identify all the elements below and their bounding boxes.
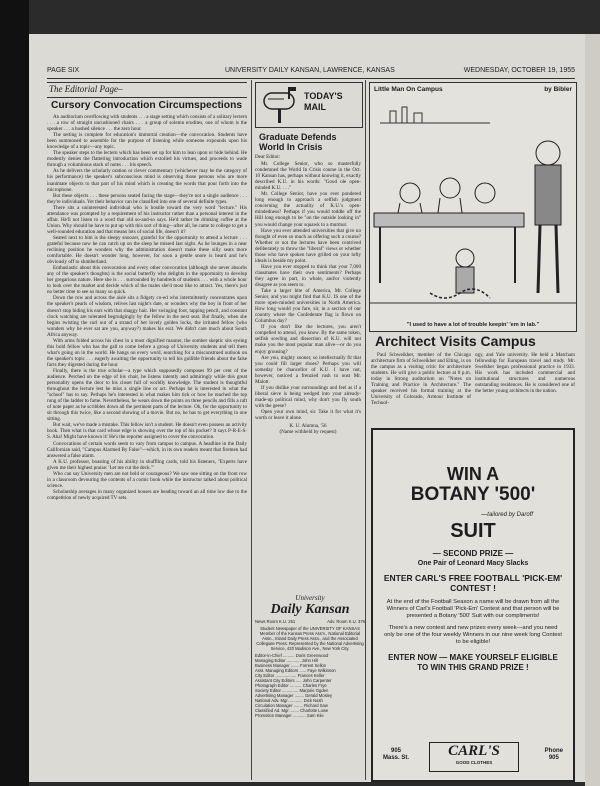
editorial-headline: Cursory Convocation Circumspections xyxy=(51,100,243,111)
editorial-section-title: The Editorial Page– xyxy=(49,84,123,94)
letter-paragraph: If you dislike your surroundings and feel as if a liberal sieve is being wedged into your already-made-up political mind, why don't you fly south with the geese? xyxy=(255,384,361,409)
todays-mail-label: TODAY'S MAIL xyxy=(304,91,343,112)
editorial-paragraph: The speaker steps to the lectern which has been set up for him to lean upon or hide behind. He modestly denies the flattering introduction which extolled his virtues, and proceeds to wade through a voluminous stack of notes . . . his speech. xyxy=(47,150,247,169)
ad-line-botany: BOTANY '500' xyxy=(410,484,536,505)
issue-date: WEDNESDAY, OCTOBER 19, 1955 xyxy=(463,67,575,74)
letter-paragraph: If you don't like the lectures, you aren't compelled to attend, you know. By the same token, selfish sowling and dissection of K.U. will not make you the most popular man alive—or do you enjoy grousing? xyxy=(255,324,361,355)
carls-logo-sub: GOOD CLOTHES xyxy=(455,760,493,765)
ad-line-tailored: —tailored by Daroff xyxy=(481,512,533,518)
adv-room: Adv. Room K.U. 376 xyxy=(327,619,365,624)
masthead-line: Photograph Editor .......... Charles Frye xyxy=(255,683,327,688)
editorial-paragraph: Who can say University men are not bold or courageous? We saw one sitting on the front row in a classroom devouring the contents of a comic book while the instructor talked about political science. xyxy=(47,470,247,489)
letter-paragraph: Have you ever stopped to think that your 7,000 classmates have their own sentiments? Perhaps they agree in part, in whole, and/or violently disagree as you seem to. xyxy=(255,263,361,288)
editorial-paragraph: Convocations of certain words seem to vary from campus to campus. A headline in the Daily Californian said, "Campus Alarmed By False"—which, in its own readers meant that firemen had answered a false alarm. xyxy=(47,440,247,459)
editorial-paragraph: There sits a uninterested individual who is hostile toward the very word "lecture." His attendance was prompted by a requirement of his instructor rather than a personal interest in the affair. He'll not listen to a word that old so-and-so says. He'd rather be drinking coffee at the Union. Why should he have to put up with this sort of thing—after all, he came to college to get a well-rounded education and that means lots of social life, doesn't it? xyxy=(47,204,247,235)
ad-address-street: Mass. St. xyxy=(383,755,410,761)
ad-phone-number: 905 xyxy=(548,755,559,761)
editorial-paragraph: A K.U. professor, boasting of his ability in shuffling cards, told his listeners, "Experts have given me their highest praise: 'Let me cut the deck.'" xyxy=(47,458,247,471)
editorial-section-title-box xyxy=(47,82,247,98)
masthead-line: Managing Editor ............ John Hill xyxy=(255,658,318,663)
masthead-line: Student Newspaper of the UNIVERSITY OF KANSAS xyxy=(260,626,360,631)
column-rule xyxy=(251,80,252,780)
ad-line-suit: SUIT xyxy=(450,520,496,542)
mailbox-icon xyxy=(258,85,304,125)
masthead-line: Society Editor .............. Marjorie Ogden xyxy=(255,688,329,693)
botany-suit-ad xyxy=(371,428,575,782)
scan-right-border xyxy=(585,34,600,786)
scan-left-border xyxy=(0,0,29,786)
editorial-paragraph: The setting is complete for education's immortal creation—the convocation. Students have been summoned to assemble for the purpose of listening while someone expounds upon his knowledge of a topic—any topic. xyxy=(47,132,247,151)
masthead-line: Circulation Manager ........ Richard Saw xyxy=(255,703,328,708)
masthead-line: Business Manager ....... Forrest Sellon xyxy=(255,663,327,668)
masthead-title: Daily Kansan xyxy=(270,602,350,617)
carls-logo-text: CARL'S xyxy=(448,743,500,759)
ad-address-number: 905 xyxy=(391,748,402,754)
letter-body xyxy=(255,154,361,592)
ad-line-win: WIN A xyxy=(446,464,500,484)
news-room: News Room K.U. 251 xyxy=(255,619,296,624)
page-number: PAGE SIX xyxy=(47,67,80,74)
editorial-body xyxy=(47,114,247,779)
architect-col-2 xyxy=(475,352,575,426)
masthead-line: Advertising Manager ........ Gerald Mosley xyxy=(255,693,333,698)
editorial-paragraph: With arms folded across his chest in a most dignified manner, the somber skeptic sits eyeing this bold fellow who has the gall to come before a group of University students and tell them what's going on in the world. He hangs on every word, searching for a misconstrued outlook on the speaker's topic . . . eagerly awaiting the opportunity to tell his gullible friends about the false facts they digested during the hour. xyxy=(47,337,247,368)
ad-slacks: One Pair of Leonard Macy Slacks xyxy=(417,560,529,567)
carls-logo xyxy=(429,742,519,772)
masthead-line: Member of the Kansas Press Ass'n., National Editorial Assn., Inland Daily Press Assn., and the Associated Collegiate Press. Represented by the National Advertising Service, 420 Madison Ave., New York City. xyxy=(256,631,364,651)
ad-enter-contest: ENTER CARL'S FREE FOOTBALL 'PICK-EM' CONTEST ! xyxy=(383,573,563,593)
letter-paragraph: Are you, mighty sooner, so intellectually fit that you could fill larger shoes? Perhaps you will someday be chancellor of K.U. I have not, however, noticed a frenzied rush to oust Mr. Malott. xyxy=(255,354,361,385)
editorial-paragraph: An auditorium overflowing with students . . . a stage setting which consists of a solitary lectern . . . a row of straight uncushioned chairs . . . a group of solemn erudites, one of whom is the speaker . . . a hushed silence . . . the zero hour. xyxy=(47,114,247,133)
editorial-paragraph: Down the row and across the aisle sits a fidgety co-ed who intermittently concentrates upon the speaker's pearls of wisdom, relives last night's date, or wonders why the boy in front of her doesn't stop hiding his ears with that shaggy hair. Her swinging foot, tapping pencil, and constant clock watching are tolerated begrudgingly by the fellow in the next seat. But finally, when she begins twisting the curl out of a strand of her lovely golden locks, the irritated fellow (who wonders why he ever sat are you, anyway?) makes his exit. We didn't care much about South Africa anyway. xyxy=(47,295,247,338)
masthead-title-small: University xyxy=(295,594,325,602)
cartoon-artist: by Bibler xyxy=(544,86,572,93)
letter-paragraph: Open your own mind, sir. Take it for what it's worth or leave it alone. xyxy=(255,408,361,422)
cartoon-illustration xyxy=(370,93,576,325)
masthead-line: Promotion Manager ........... Sam Kile xyxy=(255,713,324,718)
masthead-line: National Adv. Mgr. ........... Dick Nash xyxy=(255,698,323,703)
editorial-paragraph: Seated next to him is the sleepy snoozer, grateful for the opportunity to attend a lecture . . . grateful because now he can catch up on the sleep he missed last night. As he lounges in a near reclining position he wonders why the administration doesn't make these silly seats more comfortable. He doesn't wonder long, however, for soon a gentle snore is heard and he's obviously off to slumberland. xyxy=(47,234,247,266)
architect-headline: Architect Visits Campus xyxy=(375,333,536,349)
editorial-paragraph: Enthusiastic about this convocation and every other convocation (although she never absorbs any of the speaker's thoughts) is the social butterfly who delights in the opportunity to develop her gregarious nature. Here she is . . . surrounded by hundreds of students . . . with a whole hour to look over the market and decide which of the males she'd most like to attract. Yes, there's just no better time to see so many so quick. xyxy=(47,265,247,296)
masthead-line: Assistant City Editors ..... John Carpenter xyxy=(255,678,332,683)
ad-second-prize: — SECOND PRIZE — xyxy=(432,549,514,558)
architect-paragraph: ogy, and Yale university. He held a Matcham fellowship for European travel and study. Mr. Sweikher began professional practice in 1933. His work has included commercial and institutional structures and numerous outstanding residences. He is considered one of the better young architects in the nation. xyxy=(475,352,575,395)
editorial-paragraph: Finally, there is the true scholar—a type which supposedly composes 99 per cent of the audience. Perched on the edge of his chair, he listens intently and admiringly while this great personality opens the door to his closet full of worldly knowledge. The student is thoughtful throughout the lecture lest he miss a single line or act. Perhaps he is interested in what the "school" has to say. Perhaps he's interested in what makes him tick or how he reached the top rung of the ladder to fame. Nevertheless, he wears down the points on three pencils and fills a raft of note paper as he scribbles down all the pertinent parts of the lecture. Oh, for the opportunity to sit through this twice, like a second showing of a movie. But no, he has to get everything in one sitting. xyxy=(47,367,247,423)
letter-paragraph: Mr. College Senior, have you ever pondered long enough to approach a selfish judgment concerning the actuality of K.U.'s open-mindedness? Perhaps if you would toddle off the Hill long enough to be "on the outside looking in" you would change your squawk to a murmur. xyxy=(255,191,361,228)
letter-paragraph: Have you ever attended universities that give no thought of even so much as offering such a course? Whether or not the lectures have been contrived deliberately to throw the "liberal" views or whether those who have spoken have grilled on your lofty ideals is beside my point. xyxy=(255,227,361,264)
masthead-line: City Editor .................. Frances Keller xyxy=(255,673,325,678)
letter-paragraph: Take a larger bite of America, Mr. College Senior, and you might find that K.U. IS one of the more open-minded universities in North America. How long would you fare, sir, in a section of our country where the Confederate flag is flown on Columbus day? xyxy=(255,288,361,325)
editorial-paragraph: But these objects . . . these persons seated facing the stage—they're not a single audience . . . they're individuals. Yet their behavior can be classified into one of several definite types. xyxy=(47,192,247,205)
cartoon-caption: "I used to have a lot of trouble keepin' 'em in lab." xyxy=(406,322,540,328)
letter-signature: K. U. Alumna, '56 xyxy=(289,423,327,430)
ad-body-1: At the end of the Football Season a name will be drawn from all the Winners of Carl's Football 'Pick-Em' Contest and that person will be presented a Botany '500' Suit with our compliments! xyxy=(386,599,560,619)
scan-top-border xyxy=(0,0,600,34)
cartoon-title: Little Man On Campus xyxy=(374,86,443,93)
newspaper-page xyxy=(29,34,585,782)
masthead xyxy=(255,594,365,780)
editorial-paragraph: Scholarship averages in many organized houses are heading toward an all time low due to the competition of newly acquired TV sets. xyxy=(47,488,247,501)
mail-headline: Graduate Defends World In Crisis xyxy=(259,132,337,152)
page-header xyxy=(47,66,575,79)
masthead-line: Editor-in-Chief .......... Doris Greenwood xyxy=(255,653,329,658)
architect-col-1 xyxy=(371,352,471,426)
letter-signature-note: (Name withheld by request) xyxy=(279,429,337,436)
todays-mail-logo xyxy=(255,82,363,128)
ad-phone-label: Phone xyxy=(544,748,563,754)
paper-name: UNIVERSITY DAILY KANSAN, LAWRENCE, KANSAS xyxy=(225,67,395,74)
ad-enter-now: ENTER NOW — MAKE YOURSELF ELIGIBLE TO WIN THIS GRAND PRIZE ! xyxy=(388,653,558,672)
masthead-line: Asst. Managing Editors ...... Faye Wilkinson xyxy=(255,668,336,673)
cartoon-panel xyxy=(369,82,577,332)
letter-paragraph: Mr. College Senior, who so masterfully condemned the World In Crisis course in the Oct. 10 Kansan has, perhaps without knowing it, exactly described K.U. in his words: "Good ole open-minded K.U. . . ." xyxy=(255,161,361,192)
letter-salutation: Dear Editor: xyxy=(255,154,281,160)
editorial-paragraph: But wait, we've made a mistake. This fellow isn't a student. He doesn't even possess an activity book. Then what is that card whose edge is showing over the top of his pocket? It says P-R-E-S-S. Aha! Might have known it! He's the reporter assigned to cover the convocation. xyxy=(47,422,247,441)
editorial-paragraph: As he delivers the scholarly oration or clever commentary (whichever may be the category of his performance) the speaker's subconscious mind is observing those persons who are more inanimate objects to that part of his mind which is creating the words that pour forth into the microphone. xyxy=(47,168,247,193)
column-rule xyxy=(365,80,366,780)
architect-paragraph: Paul Schweikher, member of the Chicago architecture firm of Schweikher and Elting, is on the campus as a visiting critic for architecture students. He will give a public lecture at 8 p.m. today in Strong auditorium on "Notes on Training and Practice in Architecture." The speaker received his formal training at the University of Colorado, Armour Institute of Technol- xyxy=(371,352,471,407)
masthead-line: Classified Ad. Mgr. ....... Charlotte Lowe xyxy=(255,708,329,713)
ad-body-2: There's a new contest and new prizes every week—and you need only be one of the four weekly Winners in our nine week long Contest to be eligible! xyxy=(384,625,562,645)
